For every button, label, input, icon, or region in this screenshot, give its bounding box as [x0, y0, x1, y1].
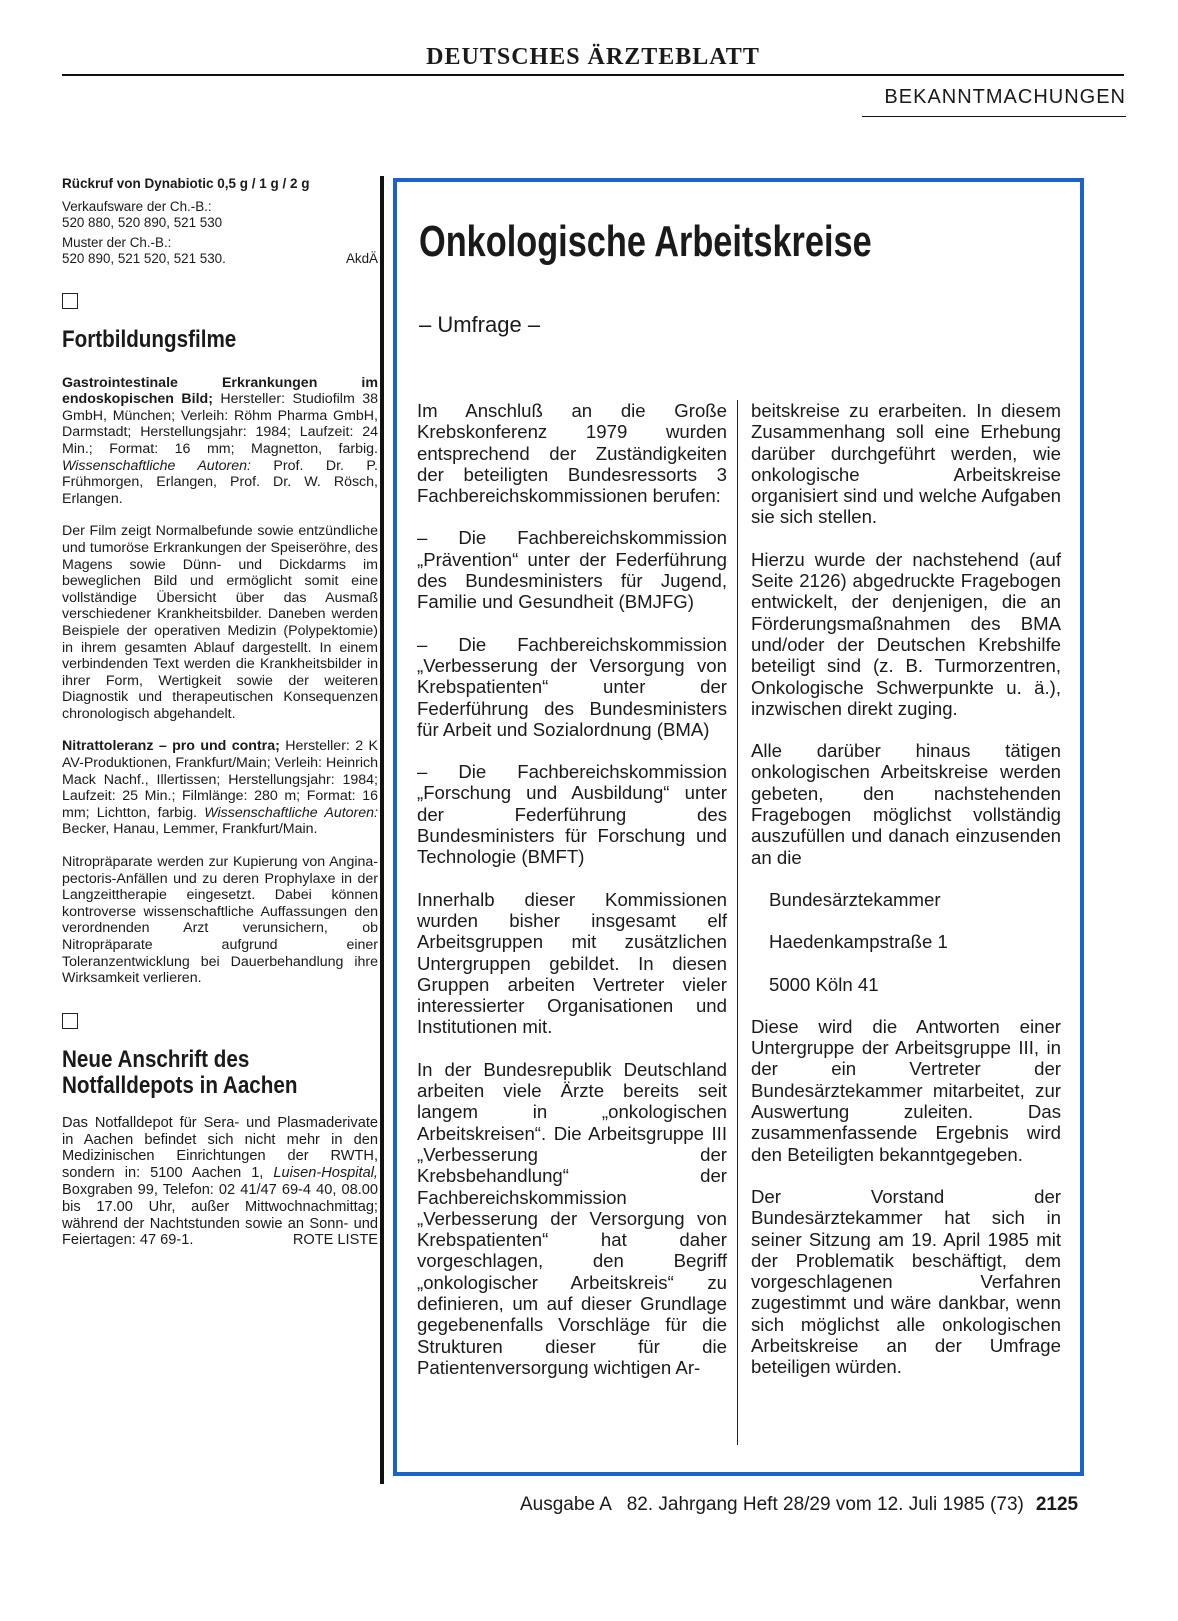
film2-authors: Becker, Hanau, Lemmer, Frankfurt/Main.: [62, 821, 318, 838]
film1-details: Hersteller: Studiofilm 38 GmbH, München; Verleih: Röhm Pharma GmbH, Darmstadt; Herstellungsjahr: 1984; Laufzeit: 24 Min.; Format: 16 mm; Magnetton, farbig.: [62, 391, 378, 457]
film2-title: Nitrattoleranz – pro und contra;: [62, 738, 280, 755]
article-paragraph: Im Anschluß an die Große Krebskonferenz 1979 wurden entsprechend der Zuständigkeiten der beteiligten Bundesressorts 3 Fachbereichskommissionen berufen:: [417, 400, 727, 507]
recall-sample-label: Muster der Ch.-B.:: [62, 234, 172, 250]
article-paragraph: In der Bundesrepublik Deutschland arbeiten viele Ärzte bereits seit langem in „onkologischen Arbeitskreisen“. Die Arbeitsgruppe III „Verbesserung der Krebsbehandlung“ der Fachbereichskommission „Verbesserung der Versorgung von Krebspatienten“ hat daher vorgeschlagen, den Begriff „onkologischer Arbeitskreis“ zu definieren, um auf dieser Grundlage gegebenenfalls Vorschläge für die Strukturen dieser für die Patientenversorgung wichtigen Ar-: [417, 1058, 727, 1378]
depot-source: ROTE LISTE: [292, 1232, 378, 1249]
film2-description: Nitropräparate werden zur Kupierung von Angina-pectoris-Anfällen und zu deren Prophylaxe in der Langzeittherapie eingesetzt. Dabei können kontroverse wissenschaftliche Auffassungen den verordnenden Arzt verunsichern, ob Nitropräparate aufgrund einer Toleranzentwicklung bei Dauerbehandlung ihre Wirksamkeit verlieren.: [62, 854, 378, 987]
article-column-2: [751, 400, 1061, 1399]
article-subtitle: – Umfrage –: [419, 312, 541, 337]
article-box: [393, 178, 1084, 1476]
left-column: [62, 176, 378, 1249]
header-rule: [62, 74, 1124, 76]
film2-authors-label: Wissenschaftliche Autoren:: [204, 804, 378, 821]
article-column-1: [417, 400, 727, 1399]
film1-title: Gastrointestinale Erkrankungen im endoskopischen Bild;: [62, 374, 378, 408]
film2-details: Hersteller: 2 K AV-Produktionen, Frankfurt/Main; Verleih: Heinrich Mack Nachf., Illertissen; Herstellungsjahr: 1984; Laufzeit: 25 Min.; Filmlänge: 280 m; Format: 16 mm; Lichtton, farbig.: [62, 738, 378, 821]
article-paragraph: Hierzu wurde der nachstehend (auf Seite 2126) abgedruckte Fragebogen entwickelt, der denjenigen, die an Förderungsmaßnahmen des BMA und/oder der Deutschen Krebshilfe beteiligt sind (z. B. Turmorzentren, Onkologische Schwerpunkte u. ä.), inzwischen direkt zuging.: [751, 548, 1061, 719]
page-number: 2125: [1035, 1494, 1079, 1515]
depot-text-a: Das Notfalldepot für Sera- und Plasmaderivate in Aachen befindet sich nicht mehr in den Medizinischen Einrichtungen der RWTH, sondern in: 5100 Aachen 1,: [62, 1114, 378, 1182]
masthead: DEUTSCHES ÄRZTEBLATT: [426, 44, 760, 70]
depot-text: [62, 1115, 378, 1249]
depot-text-b: Boxgraben 99, Telefon: 02 41/47 69-4 40, 08.00 bis 17.00 Uhr, außer Mittwochnachmittag; während der Nachtstunden sowie an Sonn- und Feiertagen: 47 69-1.: [62, 1181, 378, 1249]
recall-sale-label: Verkaufsware der Ch.-B.:: [62, 198, 212, 214]
recall-sample-line: [62, 251, 378, 267]
article-title: Onkologische Arbeitskreise: [419, 217, 872, 266]
article-paragraph: beitskreise zu erarbeiten. In diesem Zusammenhang soll eine Erhebung darüber durchgeführt werden, wie onkologische Arbeitskreise organisiert sind und welche Aufgaben sie sich stellen.: [751, 400, 1061, 528]
section-box-icon: [62, 1013, 78, 1029]
film1-authors: Prof. Dr. P. Frühmorgen, Erlangen, Prof. Dr. W. Rösch, Erlangen.: [62, 457, 378, 507]
page-footer: [520, 1494, 1078, 1516]
address-line: Haedenkampstraße 1: [769, 931, 948, 953]
depot-heading-line1: Neue Anschrift des: [62, 1045, 250, 1073]
article-column-rule: [737, 400, 738, 1445]
films-heading: Fortbildungsfilme: [62, 325, 237, 353]
recall-sample-values: 520 890, 521 520, 521 530.: [62, 250, 226, 266]
film2-entry: [62, 738, 378, 838]
recall-title: Rückruf von Dynabiotic 0,5 g / 1 g / 2 g: [62, 176, 310, 191]
article-paragraph: – Die Fachbereichskommission „Verbesserung der Versorgung von Krebspatienten“ unter der Federführung des Bundesministers für Arbeit und Sozialordnung (BMA): [417, 633, 727, 740]
depot-hospital: Luisen-Hospital,: [273, 1165, 378, 1182]
film1-description: Der Film zeigt Normalbefunde sowie entzündliche und tumoröse Erkrankungen der Speiseröhre, des Magens sowie Dünn- und Dickdarms im beweglichen Bild und ermöglicht somit eine vollständige Übersicht über das Ausmaß verschiedener Krankheitsbilder. Daneben werden Beispiele der operativen Medizin (Polypektomie) in ihrem gesamten Ablauf dargestellt. In einem verbindenden Text werden die Krankheitsbilder in ihrer Form, Wertigkeit sowie der weiteren Diagnostik und therapeutischen Konsequenzen chronologisch abgehandelt.: [62, 523, 378, 722]
article-paragraph: – Die Fachbereichskommission „Prävention“ unter der Federführung des Bundesministers für Jugend, Familie und Gesundheit (BMJFG): [417, 527, 727, 613]
article-paragraph: Innerhalb dieser Kommissionen wurden bisher insgesamt elf Arbeitsgruppen mit zusätzlichen Untergruppen gebildet. In diesen Gruppen arbeiten Vertreter vieler interessierter Organisationen und Institutionen mit.: [417, 888, 727, 1038]
section-box-icon: [62, 293, 78, 309]
address-line: Bundesärztekammer: [769, 888, 941, 910]
recall-sale-values: 520 880, 520 890, 521 530: [62, 214, 223, 230]
section-label: BEKANNTMACHUNGEN: [884, 86, 1126, 108]
issue-info: Ausgabe A 82. Jahrgang Heft 28/29 vom 12. Juli 1985 (73): [520, 1494, 1024, 1515]
article-paragraph: Alle darüber hinaus tätigen onkologischen Arbeitskreise werden gebeten, den nachstehenden Fragebogen möglichst vollständig auszufüllen und danach einzusenden an die: [751, 740, 1061, 868]
depot-heading-line2: Notfalldepots in Aachen: [62, 1071, 298, 1099]
article-paragraph: Diese wird die Antworten einer Untergruppe der Arbeitsgruppe III, in der ein Vertreter der Bundesärztekammer mitarbeitet, zur Auswertung zuleiten. Das zusammenfassende Ergebnis wird den Beteiligten bekanntgegeben.: [751, 1015, 1061, 1165]
article-paragraph: Der Vorstand der Bundesärztekammer hat sich in seiner Sitzung am 19. April 1985 mit der Problematik beschäftigt, dem vorgeschlagenen Verfahren zugestimmt und wäre dankbar, wenn sich möglichst alle onkologischen Arbeitskreise an der Umfrage beteiligen würden.: [751, 1185, 1061, 1378]
article-paragraph: – Die Fachbereichskommission „Forschung und Ausbildung“ unter der Federführung des Bundesministers für Forschung und Technologie (BMFT): [417, 761, 727, 868]
section-rule: [862, 116, 1126, 117]
address-line: 5000 Köln 41: [769, 973, 879, 995]
column-rule: [380, 176, 384, 1484]
recall-source: AkdÄ: [345, 250, 378, 266]
film1-authors-label: Wissenschaftliche Autoren:: [62, 457, 251, 474]
film1-entry: [62, 375, 378, 508]
